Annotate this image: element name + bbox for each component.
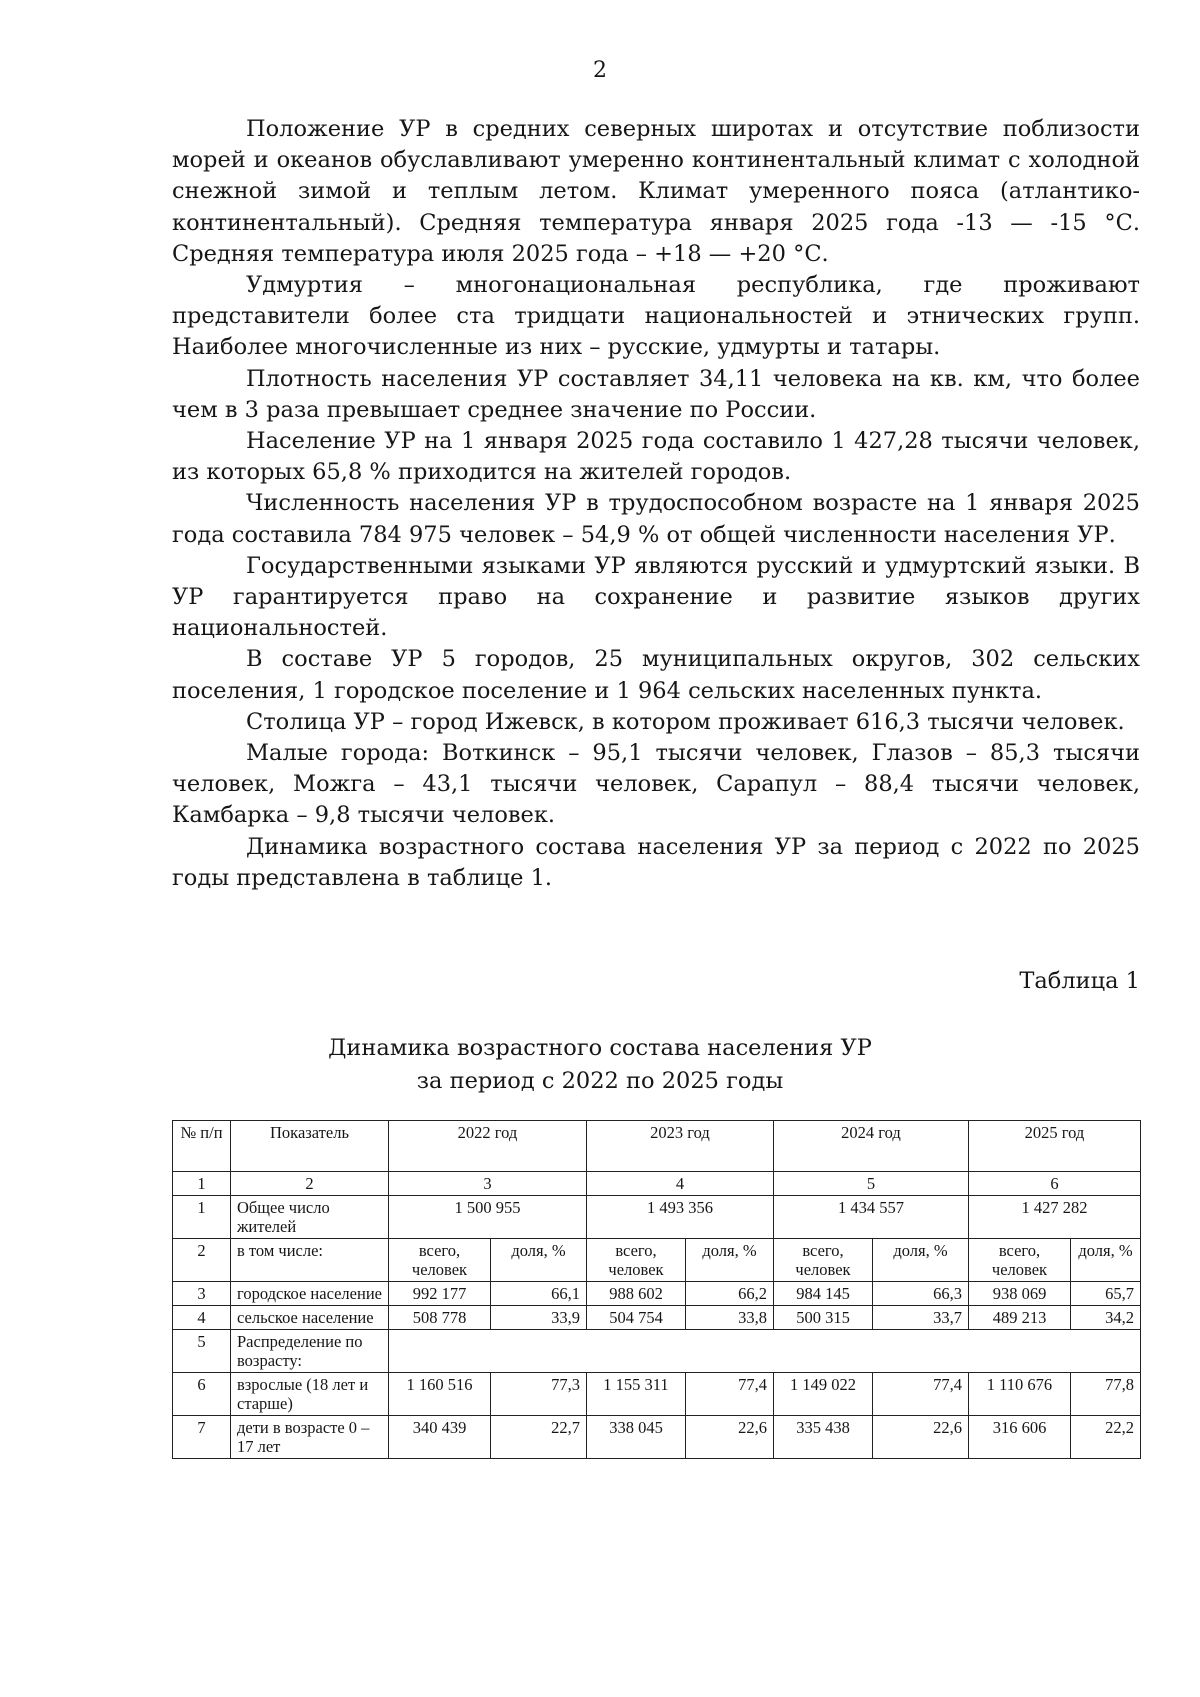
row-label: взрослые (18 лет и старше) [231, 1373, 389, 1416]
header-indicator: Показатель [231, 1121, 389, 1172]
row-number: 1 [173, 1196, 231, 1239]
cell-total: 1 160 516 [389, 1373, 491, 1416]
table-title [0, 1032, 1200, 1098]
paragraph-density: Плотность населения УР составляет 34,11 человека на кв. км, что более чем в 3 раза превышает среднее значение по России. [172, 365, 1140, 423]
row-number: 3 [173, 1282, 231, 1306]
total-value: 1 500 955 [389, 1196, 587, 1239]
row-number: 5 [173, 1330, 231, 1373]
column-number: 2 [231, 1172, 389, 1196]
cell-total: 338 045 [587, 1416, 686, 1459]
cell-share: 22,2 [1071, 1416, 1141, 1459]
subheader-total: всего, человек [389, 1239, 491, 1282]
header-year-2024: 2024 год [774, 1121, 969, 1172]
row-label: Общее число жителей [231, 1196, 389, 1239]
cell-share: 77,8 [1071, 1373, 1141, 1416]
cell-total: 504 754 [587, 1306, 686, 1330]
cell-total: 489 213 [969, 1306, 1071, 1330]
cell-total: 500 315 [774, 1306, 873, 1330]
paragraph-climate: Положение УР в средних северных широтах и отсутствие поблизости морей и океанов обуславливают умеренно континентальный климат с холодной снежной зимой и теплым летом. Климат умеренного пояса (атлантико-континентальный). Средняя температура января 2025 года -13 — -15 °С. Средняя температура июля 2025 года – +18 — +20 °С. [172, 116, 1140, 267]
cell-total: 335 438 [774, 1416, 873, 1459]
table-header-row [173, 1121, 1141, 1172]
subheader-total: всего, человек [774, 1239, 873, 1282]
empty-cell [389, 1330, 1141, 1373]
paragraph-table-intro: Динамика возрастного состава населения УР за период с 2022 по 2025 годы представлена в таблице 1. [172, 833, 1140, 891]
table-row-children [173, 1416, 1141, 1459]
table-row-subheader [173, 1239, 1141, 1282]
row-label: дети в возрасте 0 – 17 лет [231, 1416, 389, 1459]
paragraph-municipalities: В составе УР 5 городов, 25 муниципальных округов, 302 сельских поселения, 1 городское поселение и 1 964 сельских населенных пункта. [172, 646, 1140, 704]
cell-share: 34,2 [1071, 1306, 1141, 1330]
cell-total: 316 606 [969, 1416, 1071, 1459]
cell-share: 22,6 [873, 1416, 969, 1459]
cell-total: 1 110 676 [969, 1373, 1071, 1416]
paragraph-small-towns: Малые города: Воткинск – 95,1 тысячи человек, Глазов – 85,3 тысячи человек, Можга – 43,1 тысячи человек, Сарапул – 88,4 тысячи человек, Камбарка – 9,8 тысячи человек. [172, 740, 1140, 829]
cell-total: 340 439 [389, 1416, 491, 1459]
total-value: 1 434 557 [774, 1196, 969, 1239]
total-value: 1 427 282 [969, 1196, 1141, 1239]
subheader-total: всего, человек [969, 1239, 1071, 1282]
paragraph-capital: Столица УР – город Ижевск, в котором проживает 616,3 тысячи человек. [246, 708, 1125, 735]
paragraph-languages: Государственными языками УР являются русский и удмуртский языки. В УР гарантируется право на сохранение и развитие языков других национальностей. [172, 552, 1140, 642]
table-title-line2: за период с 2022 по 2025 годы [416, 1068, 784, 1094]
cell-share: 65,7 [1071, 1282, 1141, 1306]
row-number: 4 [173, 1306, 231, 1330]
table-row-urban [173, 1282, 1141, 1306]
cell-total: 984 145 [774, 1282, 873, 1306]
cell-total: 1 155 311 [587, 1373, 686, 1416]
cell-total: 938 069 [969, 1282, 1071, 1306]
page-number: 2 [593, 58, 607, 83]
column-number: 1 [173, 1172, 231, 1196]
body-text [172, 114, 1140, 894]
cell-share: 22,7 [491, 1416, 587, 1459]
subheader-total: всего, человек [587, 1239, 686, 1282]
cell-share: 77,3 [491, 1373, 587, 1416]
table-row-total [173, 1196, 1141, 1239]
row-number: 6 [173, 1373, 231, 1416]
table-title-line1: Динамика возрастного состава населения УР [328, 1035, 872, 1061]
table-label: Таблица 1 [1019, 968, 1140, 994]
table-row-age-section [173, 1330, 1141, 1373]
subheader-share: доля, % [873, 1239, 969, 1282]
paragraph-population: Население УР на 1 января 2025 года составило 1 427,28 тысячи человек, из которых 65,8 % приходится на жителей городов. [172, 428, 1140, 486]
row-number: 7 [173, 1416, 231, 1459]
column-number: 5 [774, 1172, 969, 1196]
table-row-adults [173, 1373, 1141, 1416]
row-label: городское население [231, 1282, 389, 1306]
table-row-rural [173, 1306, 1141, 1330]
cell-share: 33,8 [686, 1306, 774, 1330]
cell-share: 66,3 [873, 1282, 969, 1306]
cell-share: 66,2 [686, 1282, 774, 1306]
row-label: в том числе: [231, 1239, 389, 1282]
header-year-2023: 2023 год [587, 1121, 774, 1172]
paragraph-nationalities: Удмуртия – многонациональная республика, где проживают представители более ста тридцати национальностей и этнических групп. Наиболее многочисленные из них – русские, удмурты и татары. [172, 272, 1140, 361]
cell-share: 77,4 [686, 1373, 774, 1416]
column-number: 3 [389, 1172, 587, 1196]
subheader-share: доля, % [686, 1239, 774, 1282]
total-value: 1 493 356 [587, 1196, 774, 1239]
cell-share: 22,6 [686, 1416, 774, 1459]
row-number: 2 [173, 1239, 231, 1282]
header-year-2025: 2025 год [969, 1121, 1141, 1172]
column-number: 6 [969, 1172, 1141, 1196]
cell-total: 1 149 022 [774, 1373, 873, 1416]
cell-share: 66,1 [491, 1282, 587, 1306]
subheader-share: доля, % [491, 1239, 587, 1282]
subheader-share: доля, % [1071, 1239, 1141, 1282]
cell-total: 508 778 [389, 1306, 491, 1330]
row-label: сельское население [231, 1306, 389, 1330]
cell-share: 33,7 [873, 1306, 969, 1330]
cell-total: 988 602 [587, 1282, 686, 1306]
paragraph-working-age: Численность населения УР в трудоспособном возрасте на 1 января 2025 года составила 784 975 человек – 54,9 % от общей численности населения УР. [172, 490, 1140, 548]
column-number: 4 [587, 1172, 774, 1196]
cell-share: 77,4 [873, 1373, 969, 1416]
cell-total: 992 177 [389, 1282, 491, 1306]
column-number-row [173, 1172, 1141, 1196]
population-table [172, 1120, 1141, 1459]
cell-share: 33,9 [491, 1306, 587, 1330]
header-num: № п/п [173, 1121, 231, 1172]
row-label: Распределение по возрасту: [231, 1330, 389, 1373]
header-year-2022: 2022 год [389, 1121, 587, 1172]
